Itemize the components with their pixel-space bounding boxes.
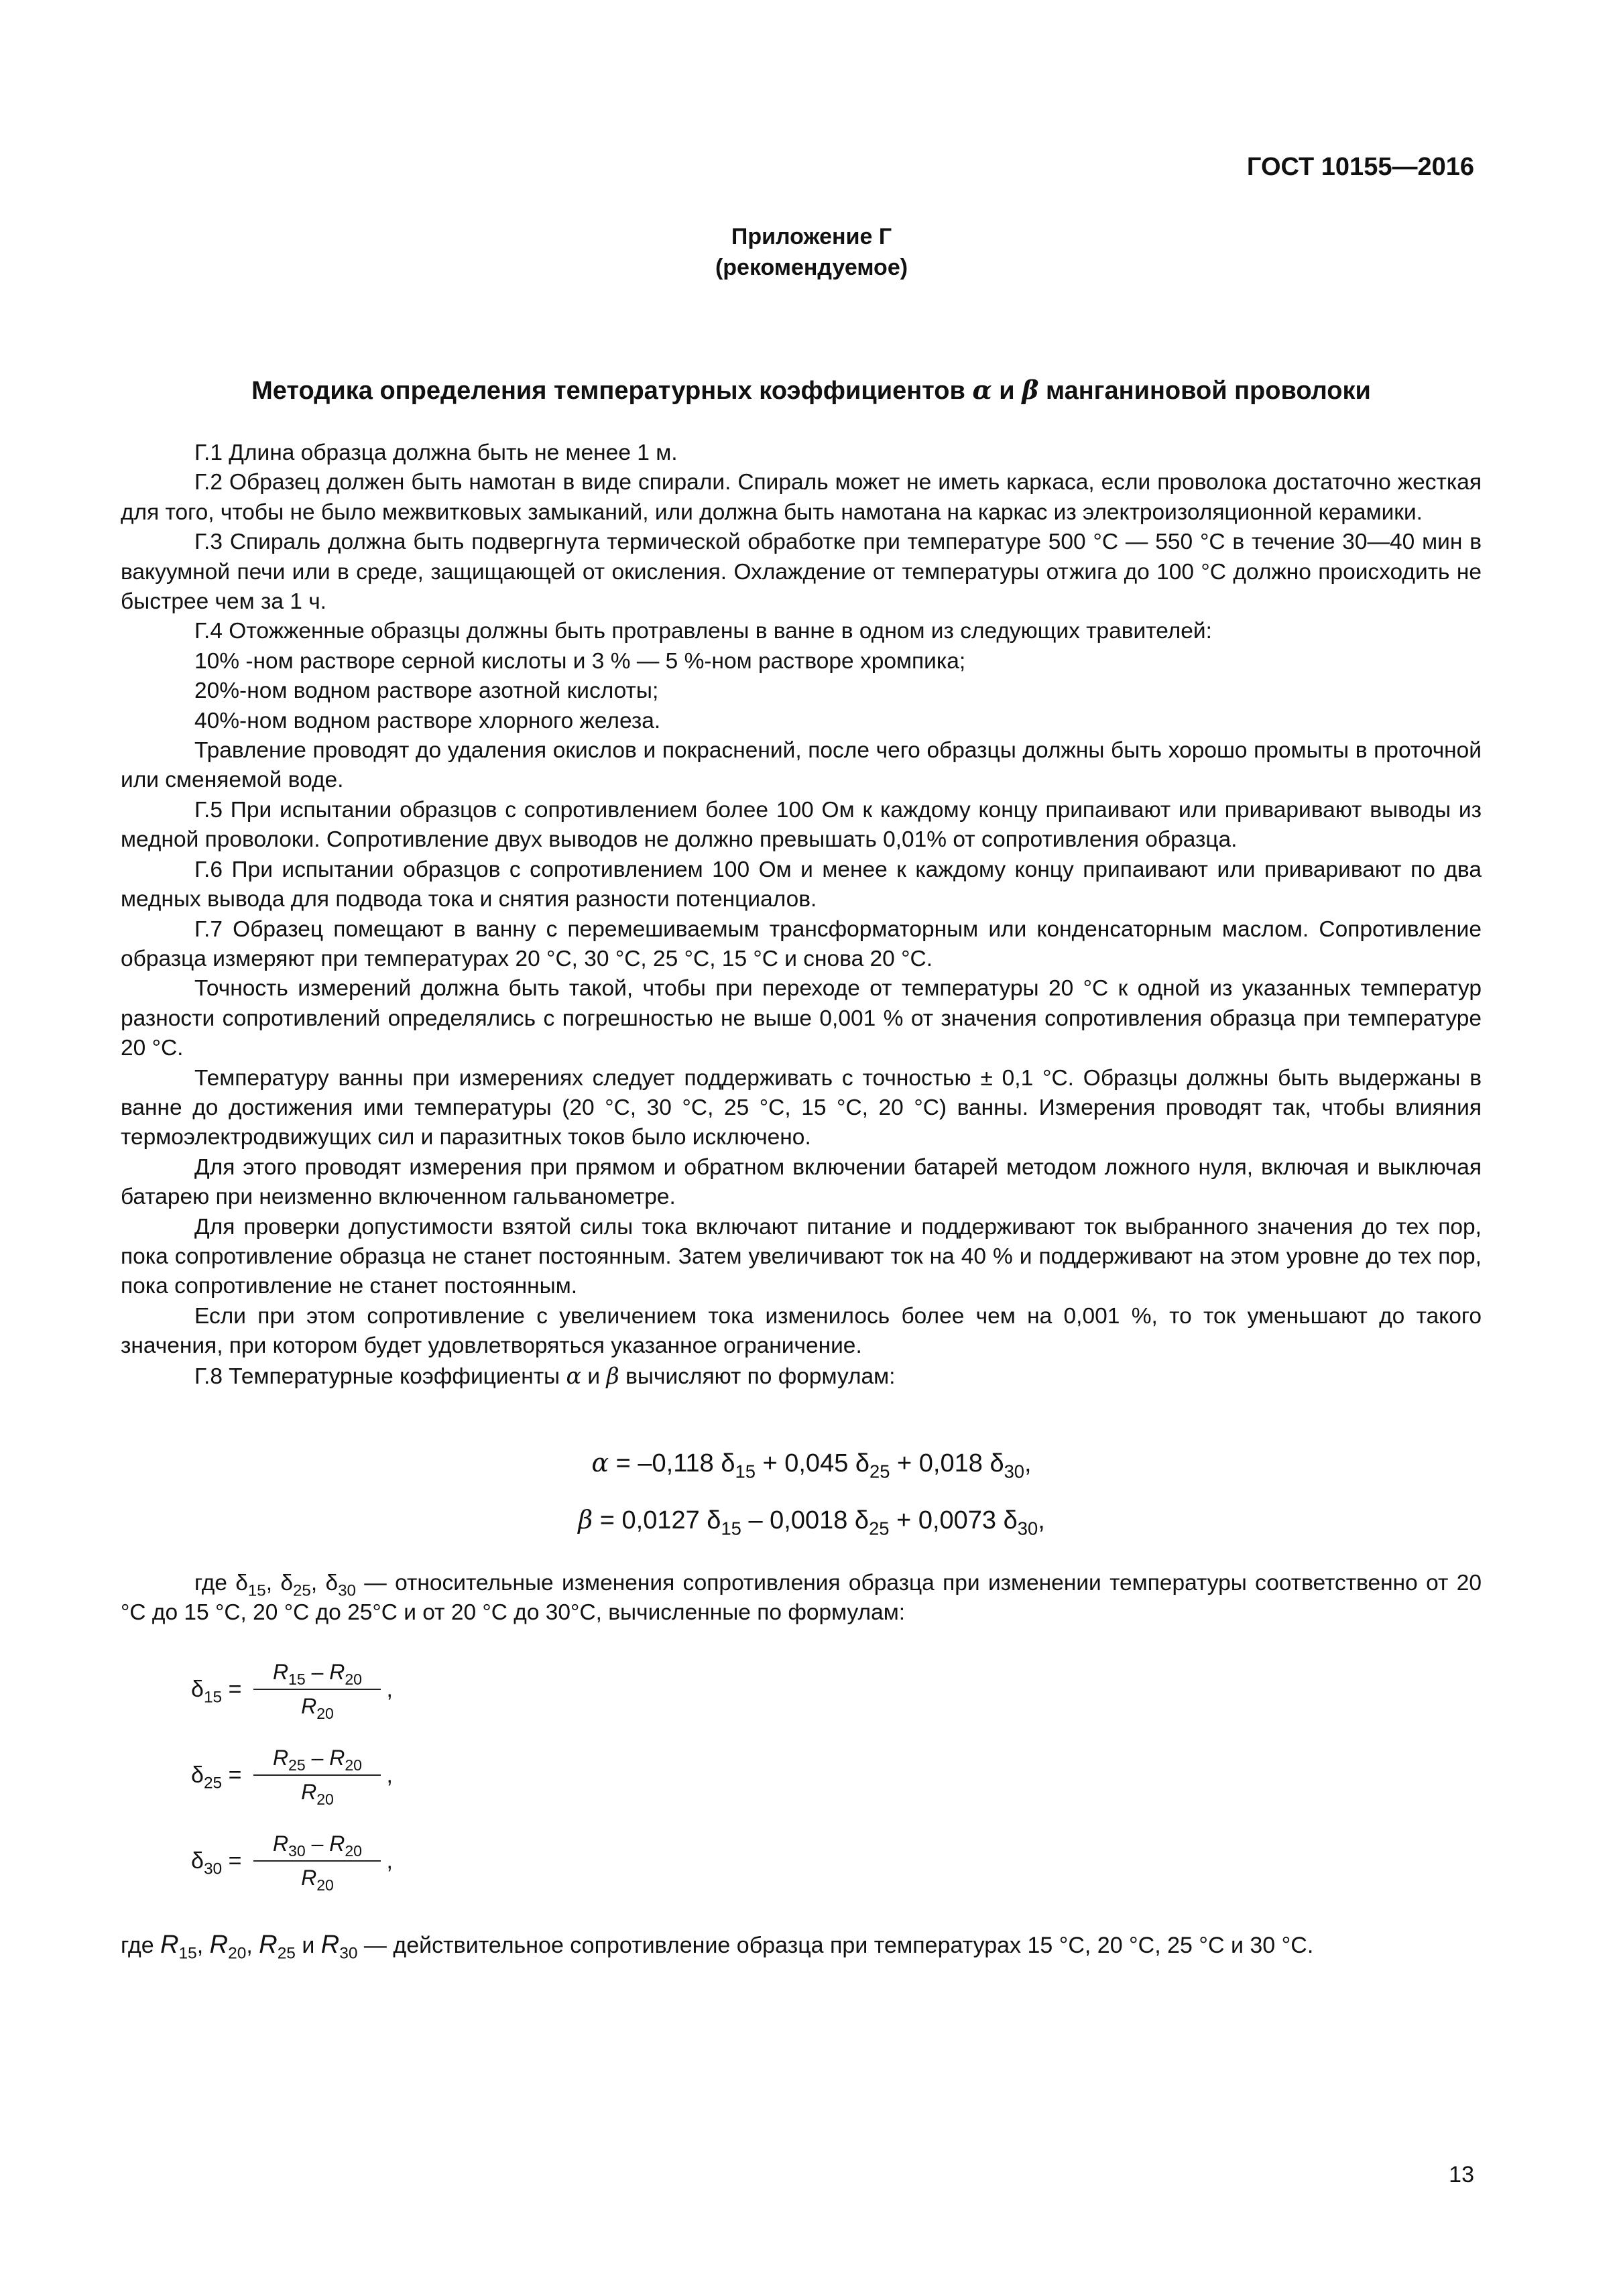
where-resistances-explanation (121, 1931, 1502, 1963)
page-number: 13 (1449, 2162, 1474, 2187)
formula-alpha-symbol: α (591, 1448, 609, 1477)
etchant-item-2: 20%-ном водном растворе азотной кислоты; (194, 678, 659, 704)
appendix-heading (0, 221, 1623, 283)
fraction-numerator (266, 1746, 369, 1774)
resistance-sub: 20 (316, 1791, 334, 1809)
minus-sign: – (305, 1831, 330, 1856)
where1-sub: 15 (247, 1581, 266, 1600)
resistance-sub: 20 (345, 1842, 362, 1860)
resistance-sub: 30 (288, 1842, 306, 1860)
formula-alpha-sub: 30 (1004, 1461, 1025, 1482)
resistance-symbol: R (329, 1831, 345, 1856)
resistance-symbol: R (329, 1746, 345, 1770)
paragraph-g2: Г.2 Образец должен быть намотан в виде спирали. Спираль может не иметь каркаса, если проволока достаточно жесткая для того, чтобы не было межвитковых замыканий, или должна быть намотана на каркас из электроизоляционной керамики. (121, 470, 1482, 525)
comma: , (386, 1676, 393, 1702)
delta-symbol: δ (191, 1676, 204, 1702)
resistance-symbol: R (272, 1660, 289, 1684)
formula-beta (0, 1505, 1623, 1539)
formula-alpha-sub: 25 (869, 1461, 890, 1482)
paragraph-false-zero: Для этого проводят измерения при прямом и обратном включении батарей методом ложного нуля, включая и выключая батарею при неизменно включенном гальванометре. (121, 1154, 1482, 1210)
paragraph-g4: Г.4 Отожженные образцы должны быть протравлены в ванне в одном из следующих травителей: (194, 619, 1212, 644)
formula-alpha-term: + 0,045 δ (755, 1449, 870, 1477)
paragraph-accuracy: Точность измерений должна быть такой, чтобы при переходе от температуры 20 °С к одной из указанных температур разности сопротивлений определялись с погрешностью не выше 0,001 % от значения сопротивления образца при температуре 20 °С. (121, 976, 1482, 1061)
resistance-sub: 25 (288, 1756, 306, 1774)
resistance-symbol: R (320, 1931, 340, 1959)
resistance-sub: 20 (316, 1705, 334, 1723)
formula-beta-sub: 15 (721, 1518, 741, 1539)
paragraph-g8 (121, 1362, 1482, 1392)
fraction (253, 1746, 381, 1809)
resistance-sub: 15 (178, 1944, 197, 1963)
formula-delta-25 (191, 1732, 393, 1819)
resistance-symbol: R (301, 1694, 317, 1718)
g8-prefix: Г.8 Температурные коэффициенты (194, 1364, 560, 1389)
where2-text: где (121, 1933, 161, 1958)
appendix-label: Приложение Г (731, 224, 892, 249)
g8-suffix: вычисляют по формулам: (625, 1364, 896, 1389)
resistance-sub: 20 (345, 1671, 362, 1689)
title-beta: β (1022, 375, 1039, 405)
where1-sub: 25 (293, 1581, 311, 1600)
title-and: и (999, 377, 1015, 405)
resistance-symbol: R (272, 1746, 289, 1770)
formula-beta-term: = 0,0127 δ (593, 1506, 721, 1534)
appendix-status: (рекомендуемое) (715, 255, 908, 280)
formula-alpha-sub: 15 (735, 1461, 756, 1482)
formula-beta-term: – 0,0018 δ (741, 1506, 869, 1534)
section-title (121, 373, 1502, 408)
fraction (253, 1660, 381, 1723)
title-suffix: манганиновой проволоки (1045, 377, 1371, 405)
formula-alpha-term: + 0,018 δ (890, 1449, 1004, 1477)
where-deltas-explanation (121, 1569, 1482, 1628)
delta-symbol: δ (191, 1762, 204, 1788)
where1-text: , δ (310, 1571, 339, 1595)
formula-beta-end: , (1038, 1506, 1045, 1534)
paragraph-g6: Г.6 При испытании образцов с сопротивлением 100 Ом и менее к каждому концу припаивают или приваривают по два медных вывода для подвода тока и снятия разности потенциалов. (121, 857, 1482, 912)
g8-and: и (587, 1364, 601, 1389)
equals-sign: = (222, 1848, 242, 1874)
resistance-symbol: R (209, 1931, 229, 1959)
fraction-numerator (266, 1660, 369, 1689)
where1-sub: 30 (338, 1581, 356, 1600)
where2-text: — действительное сопротивление образца при температурах 15 °С, 20 °С, 25 °С и 30 °С. (357, 1933, 1314, 1958)
resistance-symbol: R (272, 1831, 289, 1856)
comma: , (386, 1762, 393, 1788)
formula-alpha-end: , (1024, 1449, 1032, 1477)
resistance-symbol: R (301, 1866, 317, 1890)
formula-beta-sub: 30 (1017, 1518, 1038, 1539)
paragraph-g5: Г.5 При испытании образцов с сопротивлением более 100 Ом к каждому концу припаивают или приваривают выводы из медной проволоки. Сопротивление двух выводов не должно превышать 0,01% от сопротивления образца. (121, 797, 1482, 853)
resistance-symbol: R (301, 1780, 317, 1804)
document-code: ГОСТ 10155—2016 (1246, 153, 1474, 181)
fraction-denominator (301, 1776, 334, 1809)
minus-sign: – (305, 1746, 330, 1770)
paragraph-bath-temperature: Температуру ванны при измерениях следует поддерживать с точностью ± 0,1 °С. Образцы должны быть выдержаны в ванне до достижения ими температуры (20 °С, 30 °С, 25 °С, 15 °С, 20 °С) ванны. Измерения проводят так, чтобы влияния термоэлектродвижущих сил и паразитных токов было исключено. (121, 1065, 1482, 1150)
resistance-symbol: R (329, 1660, 345, 1684)
delta-symbol: δ (191, 1848, 204, 1874)
where2-text: и (295, 1933, 321, 1958)
resistance-sub: 25 (277, 1944, 296, 1963)
g8-beta: β (606, 1362, 619, 1389)
delta-sub: 25 (203, 1774, 223, 1793)
resistance-sub: 20 (316, 1876, 334, 1894)
paragraph-current-check: Для проверки допустимости взятой силы тока включают питание и поддерживают ток выбранного значения до тех пор, пока сопротивление образца не станет постоянным. Затем увеличивают ток на 40 % и поддерживают на этом уровне до тех пор, пока сопротивление не станет постоянным. (121, 1214, 1482, 1299)
resistance-symbol: R (259, 1931, 278, 1959)
formula-beta-symbol: β (578, 1505, 593, 1534)
resistance-symbol: R (160, 1931, 179, 1959)
fraction-denominator (301, 1862, 334, 1894)
title-alpha: α (972, 375, 992, 405)
formula-delta-15 (191, 1646, 393, 1733)
comma: , (386, 1848, 393, 1874)
equals-sign: = (222, 1762, 242, 1788)
formula-beta-sub: 25 (869, 1518, 890, 1539)
where1-text: где δ (194, 1571, 248, 1595)
fraction (253, 1831, 381, 1894)
where2-text: , (246, 1933, 259, 1958)
minus-sign: – (305, 1660, 330, 1684)
resistance-sub: 30 (339, 1944, 358, 1963)
g8-alpha: α (566, 1362, 582, 1389)
resistance-sub: 20 (228, 1944, 247, 1963)
where1-text: — относительные изменения сопротивления образца при изменении температуры соответственно от 20 °С до 15 °С, 20 °С до 25°С и от 20 °С до 30°С, вычисленные по формулам: (121, 1571, 1482, 1626)
fraction-numerator (266, 1831, 369, 1860)
equals-sign: = (222, 1676, 242, 1702)
formula-beta-term: + 0,0073 δ (889, 1506, 1018, 1534)
resistance-sub: 15 (288, 1671, 306, 1689)
paragraph-etching: Травление проводят до удаления окислов и покраснений, после чего образцы должны быть хорошо промыты в проточной или сменяемой воде. (121, 738, 1482, 793)
delta-sub: 15 (203, 1688, 223, 1707)
formula-alpha-term: = –0,118 δ (609, 1449, 735, 1477)
title-prefix: Методика определения температурных коэффициентов (251, 377, 965, 405)
paragraph-current-reduce: Если при этом сопротивление с увеличением тока изменилось более чем на 0,001 %, то ток уменьшают до такого значения, при котором будет удовлетворяться указанное ограничение. (121, 1303, 1482, 1359)
paragraph-g1: Г.1 Длина образца должна быть не менее 1 м. (194, 440, 678, 465)
where2-text: , (196, 1933, 210, 1958)
where1-text: , δ (265, 1571, 293, 1595)
fraction-denominator (301, 1690, 334, 1723)
resistance-sub: 20 (345, 1756, 362, 1774)
formula-delta-30 (191, 1817, 393, 1905)
paragraph-g7: Г.7 Образец помещают в ванну с перемешиваемым трансформаторным или конденсаторным маслом. Сопротивление образца измеряют при температурах 20 °С, 30 °С, 25 °С, 15 °С и снова 20 °С. (121, 916, 1482, 971)
formula-alpha (0, 1448, 1623, 1482)
paragraph-g3: Г.3 Спираль должна быть подвергнута термической обработке при температуре 500 °С — 550 °С в течение 30—40 мин в вакуумной печи или в среде, защищающей от окисления. Охлаждение от температуры отжига до 100 °С должно происходить не быстрее чем за 1 ч. (121, 530, 1482, 615)
delta-sub: 30 (203, 1860, 223, 1878)
etchant-item-3: 40%-ном водном растворе хлорного железа. (194, 708, 661, 733)
etchant-item-1: 10% -ном растворе серной кислоты и 3 % — 5 %-ном растворе хромпика; (194, 648, 966, 674)
body-text (121, 438, 1482, 1392)
